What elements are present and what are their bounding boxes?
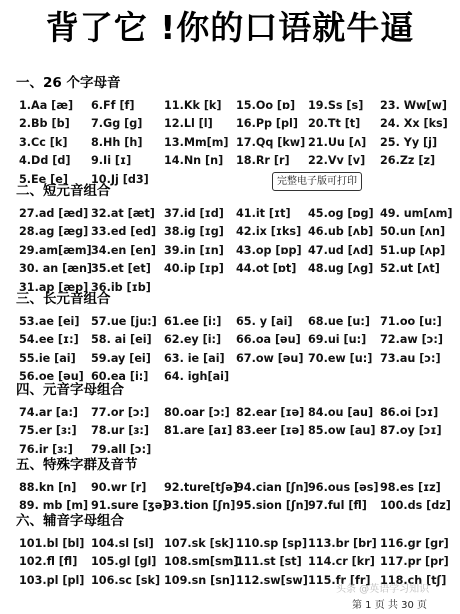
phonics-entry: 117.pr [pr] — [380, 555, 449, 569]
phonics-row — [19, 116, 459, 132]
phonics-entry: 69.ui [u:] — [308, 333, 367, 347]
phonics-entry: 23. Ww[w] — [380, 99, 447, 112]
phonics-row — [19, 261, 459, 277]
phonics-row — [19, 224, 459, 240]
phonics-entry: 78.ur [ɜ:] — [91, 424, 149, 438]
phonics-entry: 49. um[ʌm] — [380, 207, 453, 220]
phonics-entry: 14.Nn [n] — [164, 154, 224, 168]
phonics-entry: 35.et [et] — [91, 262, 151, 276]
phonics-entry: 31.ap [æp] — [19, 280, 89, 294]
phonics-row — [19, 480, 459, 496]
phonics-entry: 55.ie [ai] — [19, 351, 76, 365]
phonics-entry: 6.Ff [f] — [91, 99, 135, 112]
phonics-entry: 67.ow [əu] — [236, 351, 304, 365]
phonics-entry: 74.ar [a:] — [19, 406, 79, 419]
phonics-entry: 28.ag [æg] — [19, 225, 89, 239]
phonics-entry: 85.ow [au] — [308, 424, 376, 438]
phonics-entry: 29.am[æm] — [19, 243, 92, 257]
phonics-row — [19, 554, 459, 570]
phonics-entry: 37.id [ɪd] — [164, 207, 224, 220]
phonics-entry: 116.gr [gr] — [380, 537, 449, 550]
phonics-entry: 24. Xx [ks] — [380, 117, 448, 131]
phonics-row — [19, 498, 459, 514]
phonics-entry: 112.sw[sw] — [236, 573, 308, 587]
phonics-row — [19, 536, 459, 552]
phonics-entry: 72.aw [ɔ:] — [380, 333, 443, 347]
watermark: 头条 @英语学习知识 — [336, 584, 430, 595]
section-heading: 三、长元音组合 — [16, 291, 111, 307]
phonics-entry: 25. Yy [j] — [380, 135, 438, 149]
phonics-entry: 106.sc [sk] — [91, 573, 161, 587]
phonics-entry: 9.Ii [ɪ] — [91, 154, 132, 168]
phonics-entry: 113.br [br] — [308, 537, 377, 550]
phonics-entry: 19.Ss [s] — [308, 99, 364, 112]
phonics-row — [19, 351, 459, 367]
phonics-entry: 89. mb [m] — [19, 499, 89, 513]
phonics-entry: 4.Dd [d] — [19, 154, 71, 168]
section-heading: 二、短元音组合 — [16, 183, 111, 199]
phonics-entry: 41.it [ɪt] — [236, 207, 291, 220]
phonics-entry: 92.ture[tʃə] — [164, 481, 239, 494]
phonics-entry: 39.in [ɪn] — [164, 243, 224, 257]
phonics-row — [19, 442, 459, 458]
phonics-row — [19, 153, 459, 169]
phonics-entry: 10.Jj [d3] — [91, 172, 149, 186]
phonics-entry: 102.fl [fl] — [19, 555, 78, 569]
phonics-entry: 17.Qq [kw] — [236, 135, 306, 149]
phonics-entry: 71.oo [u:] — [380, 315, 442, 328]
phonics-entry: 118.ch [tʃ] — [380, 573, 447, 587]
phonics-entry: 60.ea [i:] — [91, 370, 149, 384]
phonics-entry: 8.Hh [h] — [91, 135, 143, 149]
phonics-entry: 1.Aa [æ] — [19, 99, 74, 112]
phonics-entry: 50.un [ʌn] — [380, 225, 446, 239]
page-title: 背了它 !你的口语就牛逼 — [45, 8, 415, 47]
phonics-row — [19, 314, 459, 330]
phonics-entry: 81.are [aɪ] — [164, 424, 233, 438]
phonics-entry: 27.ad [æd] — [19, 207, 89, 220]
phonics-entry: 5.Ee [e] — [19, 172, 68, 186]
phonics-row — [19, 332, 459, 348]
section-heading: 五、特殊字群及音节 — [16, 457, 138, 473]
phonics-row — [19, 405, 459, 421]
phonics-entry: 101.bl [bl] — [19, 537, 85, 550]
phonics-entry: 100.ds [dz] — [380, 499, 451, 513]
phonics-entry: 90.wr [r] — [91, 481, 147, 494]
phonics-entry: 16.Pp [pl] — [236, 117, 298, 131]
phonics-entry: 114.cr [kr] — [308, 555, 375, 569]
phonics-entry: 2.Bb [b] — [19, 117, 70, 131]
phonics-row — [19, 243, 459, 259]
phonics-entry: 21.Uu [ʌ] — [308, 135, 367, 149]
phonics-entry: 13.Mm[m] — [164, 135, 229, 149]
phonics-entry: 45.og [ɒg] — [308, 207, 374, 220]
phonics-entry: 47.ud [ʌd] — [308, 243, 374, 257]
phonics-entry: 56.oe [əu] — [19, 370, 84, 384]
phonics-entry: 98.es [ɪz] — [380, 481, 441, 494]
phonics-entry: 79.all [ɔ:] — [91, 442, 152, 456]
phonics-entry: 33.ed [ed] — [91, 225, 157, 239]
phonics-entry: 107.sk [sk] — [164, 537, 234, 550]
phonics-entry: 44.ot [ɒt] — [236, 262, 297, 276]
phonics-entry: 38.ig [ɪg] — [164, 225, 224, 239]
phonics-entry: 75.er [ɜ:] — [19, 424, 77, 438]
phonics-entry: 46.ub [ʌb] — [308, 225, 374, 239]
phonics-entry: 59.ay [ei] — [91, 351, 151, 365]
phonics-entry: 108.sm[sm] — [164, 555, 239, 569]
phonics-entry: 40.ip [ɪp] — [164, 262, 224, 276]
phonics-entry: 64. igh[ai] — [164, 370, 230, 384]
phonics-entry: 58. ai [ei] — [91, 333, 152, 347]
phonics-entry: 52.ut [ʌt] — [380, 262, 440, 276]
phonics-row — [19, 206, 459, 222]
phonics-entry: 109.sn [sn] — [164, 573, 235, 587]
phonics-entry: 87.oy [ɔɪ] — [380, 424, 442, 438]
phonics-entry: 96.ous [əs] — [308, 481, 379, 494]
phonics-entry: 77.or [ɔ:] — [91, 406, 150, 419]
section-heading: 一、26 个字母音 — [16, 75, 121, 91]
phonics-entry: 105.gl [gl] — [91, 555, 157, 569]
phonics-entry: 51.up [ʌp] — [380, 243, 446, 257]
phonics-entry: 12.Ll [l] — [164, 117, 213, 131]
section-heading: 四、元音字母组合 — [16, 382, 124, 398]
phonics-entry: 48.ug [ʌg] — [308, 262, 374, 276]
printable-version-note[interactable]: 完整电子版可打印 — [272, 172, 362, 191]
phonics-entry: 32.at [æt] — [91, 207, 155, 220]
phonics-entry: 42.ix [ɪks] — [236, 225, 302, 239]
phonics-entry: 76.ir [ɜ:] — [19, 442, 73, 456]
phonics-entry: 84.ou [au] — [308, 406, 374, 419]
phonics-entry: 83.eer [ɪə] — [236, 424, 305, 438]
phonics-entry: 66.oa [əu] — [236, 333, 301, 347]
phonics-entry: 53.ae [ei] — [19, 315, 80, 328]
phonics-entry: 54.ee [ɪ:] — [19, 333, 79, 347]
phonics-entry: 88.kn [n] — [19, 481, 77, 494]
phonics-entry: 15.Oo [ɒ] — [236, 99, 296, 112]
phonics-entry: 80.oar [ɔ:] — [164, 406, 230, 419]
phonics-entry: 93.tion [ʃn] — [164, 499, 236, 513]
phonics-entry: 63. ie [ai] — [164, 351, 225, 365]
phonics-entry: 62.ey [i:] — [164, 333, 222, 347]
phonics-entry: 111.st [st] — [236, 555, 302, 569]
phonics-entry: 36.ib [ɪb] — [91, 280, 151, 294]
phonics-entry: 82.ear [ɪə] — [236, 406, 305, 419]
phonics-entry: 73.au [ɔ:] — [380, 351, 441, 365]
phonics-entry: 22.Vv [v] — [308, 154, 366, 168]
phonics-entry: 30. an [æn] — [19, 262, 93, 276]
phonics-entry: 26.Zz [z] — [380, 154, 436, 168]
phonics-entry: 7.Gg [g] — [91, 117, 143, 131]
phonics-entry: 34.en [en] — [91, 243, 157, 257]
phonics-entry: 61.ee [i:] — [164, 315, 222, 328]
phonics-entry: 115.fr [fr] — [308, 573, 371, 587]
phonics-entry: 86.oi [ɔɪ] — [380, 406, 439, 419]
phonics-entry: 103.pl [pl] — [19, 573, 85, 587]
phonics-entry: 110.sp [sp] — [236, 537, 308, 550]
phonics-entry: 68.ue [u:] — [308, 315, 370, 328]
phonics-entry: 20.Tt [t] — [308, 117, 361, 131]
phonics-entry: 18.Rr [r] — [236, 154, 290, 168]
phonics-entry: 91.sure [ʒə] — [91, 499, 168, 513]
page-indicator: 第 1 页 共 30 页 — [352, 600, 427, 611]
phonics-entry: 57.ue [ju:] — [91, 315, 157, 328]
phonics-entry: 97.ful [fl] — [308, 499, 367, 513]
phonics-entry: 43.op [ɒp] — [236, 243, 302, 257]
phonics-row — [19, 135, 459, 151]
phonics-entry: 11.Kk [k] — [164, 99, 222, 112]
phonics-entry: 3.Cc [k] — [19, 135, 68, 149]
phonics-entry: 104.sl [sl] — [91, 537, 154, 550]
section-heading: 六、辅音字母组合 — [16, 513, 124, 529]
phonics-entry: 94.cian [ʃn] — [236, 481, 309, 494]
phonics-entry: 95.sion [ʃn] — [236, 499, 309, 513]
phonics-row — [19, 98, 459, 114]
phonics-entry: 70.ew [u:] — [308, 351, 373, 365]
phonics-entry: 65. y [ai] — [236, 315, 293, 328]
phonics-row — [19, 423, 459, 439]
